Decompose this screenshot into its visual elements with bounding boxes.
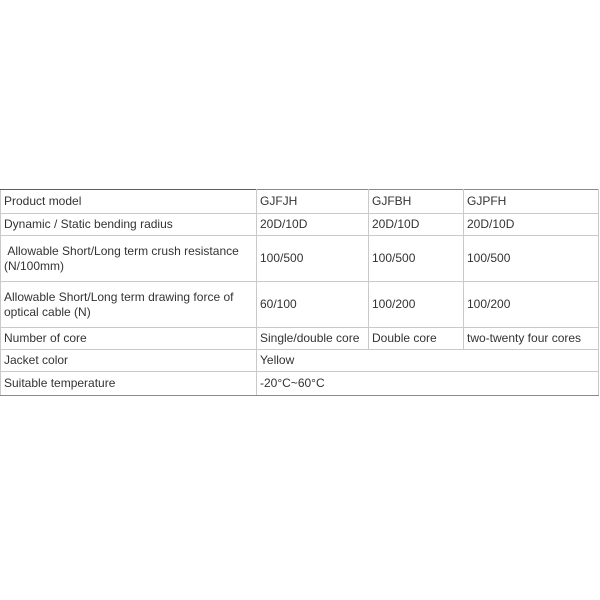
table-row <box>1 282 599 328</box>
header-gjpfh: GJPFH <box>464 190 599 214</box>
product-spec-table <box>0 189 599 396</box>
cell-value: 20D/10D <box>464 214 599 236</box>
header-gjfjh: GJFJH <box>257 190 369 214</box>
cell-value: 100/500 <box>257 236 369 282</box>
table-row <box>1 214 599 236</box>
cell-value: 100/500 <box>369 236 464 282</box>
cell-value: 100/200 <box>369 282 464 328</box>
table-row <box>1 236 599 282</box>
cell-value: 60/100 <box>257 282 369 328</box>
cell-value: two-twenty four cores <box>464 328 599 350</box>
row-label-crush-resistance: Allowable Short/Long term crush resistance (N/100mm) <box>1 236 257 282</box>
cell-value: Single/double core <box>257 328 369 350</box>
cell-value: 100/200 <box>464 282 599 328</box>
row-label-jacket-color: Jacket color <box>1 350 257 372</box>
cell-value-jacket-color: Yellow <box>257 350 599 372</box>
table-row <box>1 328 599 350</box>
table-header-row <box>1 190 599 214</box>
row-label-drawing-force: Allowable Short/Long term drawing force of optical cable (N) <box>1 282 257 328</box>
cell-value: 100/500 <box>464 236 599 282</box>
cell-value: Double core <box>369 328 464 350</box>
row-label-suitable-temperature: Suitable temperature <box>1 372 257 396</box>
table-row <box>1 372 599 396</box>
table-row <box>1 350 599 372</box>
row-label-number-of-core: Number of core <box>1 328 257 350</box>
cell-value: 20D/10D <box>257 214 369 236</box>
header-product-model: Product model <box>1 190 257 214</box>
cell-value-temperature: -20°C~60°C <box>257 372 599 396</box>
cell-value: 20D/10D <box>369 214 464 236</box>
row-label-bending-radius: Dynamic / Static bending radius <box>1 214 257 236</box>
header-gjfbh: GJFBH <box>369 190 464 214</box>
